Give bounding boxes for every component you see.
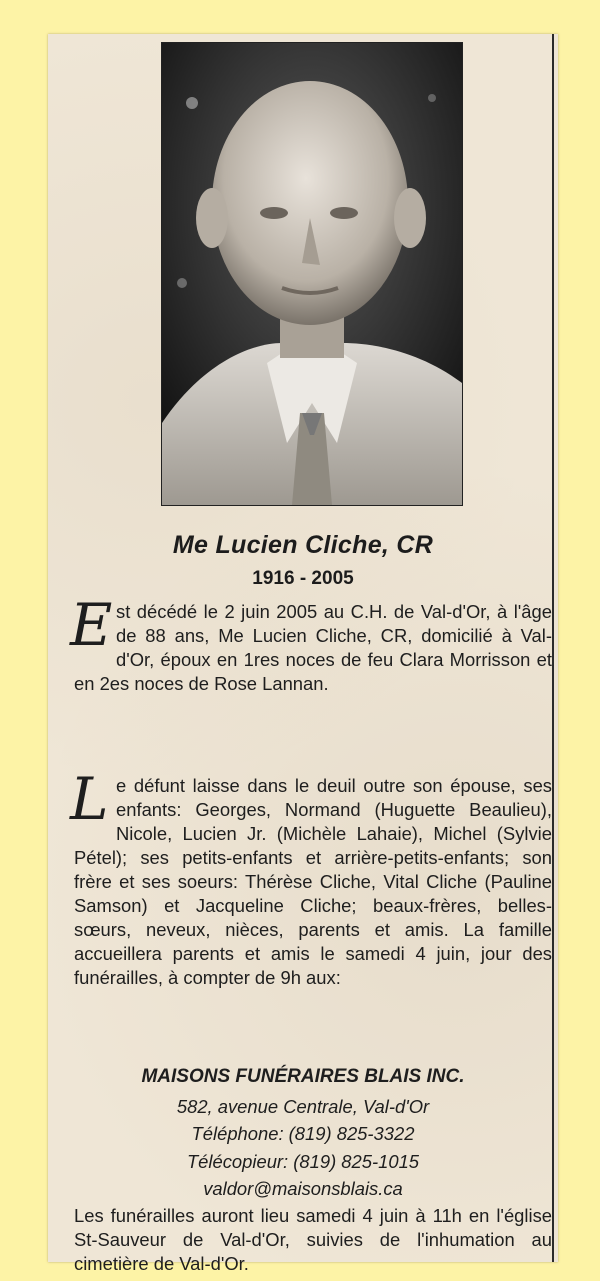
funeral-home-fax: Télécopieur: (819) 825-1015 [186,1151,420,1172]
life-years: 1916 - 2005 [252,568,354,589]
funeral-home-address: 582, avenue Centrale, Val-d'Or [176,1096,430,1117]
portrait-image [162,43,462,505]
funeral-home-phone: Téléphone: (819) 825-3322 [191,1123,415,1144]
portrait-photo [161,42,463,506]
funeral-details-paragraph: Les funérailles auront lieu samedi 4 juin à 11h en l'église St-Sauveur de Val-d'Or, suivies de l'inhumation au cimetière de Val-d'Or. [74,1205,552,1274]
survivors-paragraph [70,765,552,990]
funeral-home-name: MAISONS FUNÉRAIRES BLAIS INC. [141,1066,465,1087]
paragraph-text: e défunt laisse dans le deuil outre son épouse, ses enfants: Georges, Normand (Huguette Beaulieu), Nicole, Lucien Jr. (Michèle Lahaie), Michel (Sylvie Pétel); ses petits-enfants et arrière-petits-enfants; son frère et ses soeurs: Thérèse Cliche, Vital Cliche (Pauline Samson) et Jacqueline Cliche; beaux-frères, belles-sœurs, neveux, nièces, parents et amis. La famille accueillera parents et amis le samedi 4 juin, jour des funérailles, à compter de 9h aux: [74,775,552,988]
dropcap-letter: L [70,765,109,833]
funeral-home-email: valdor@maisonsblais.ca [203,1178,403,1199]
death-announcement-paragraph [70,591,552,696]
paragraph-text: st décédé le 2 juin 2005 au C.H. de Val-d'Or, à l'âge de 88 ans, Me Lucien Cliche, CR, domicilié à Val-d'Or, époux en 1res noces de feu Clara Morrisson et en 2es noces de Rose Lannan. [74,601,552,694]
deceased-name: Me Lucien Cliche, CR [172,531,434,559]
dropcap-letter: E [70,591,113,659]
obituary-clipping [48,34,558,1274]
